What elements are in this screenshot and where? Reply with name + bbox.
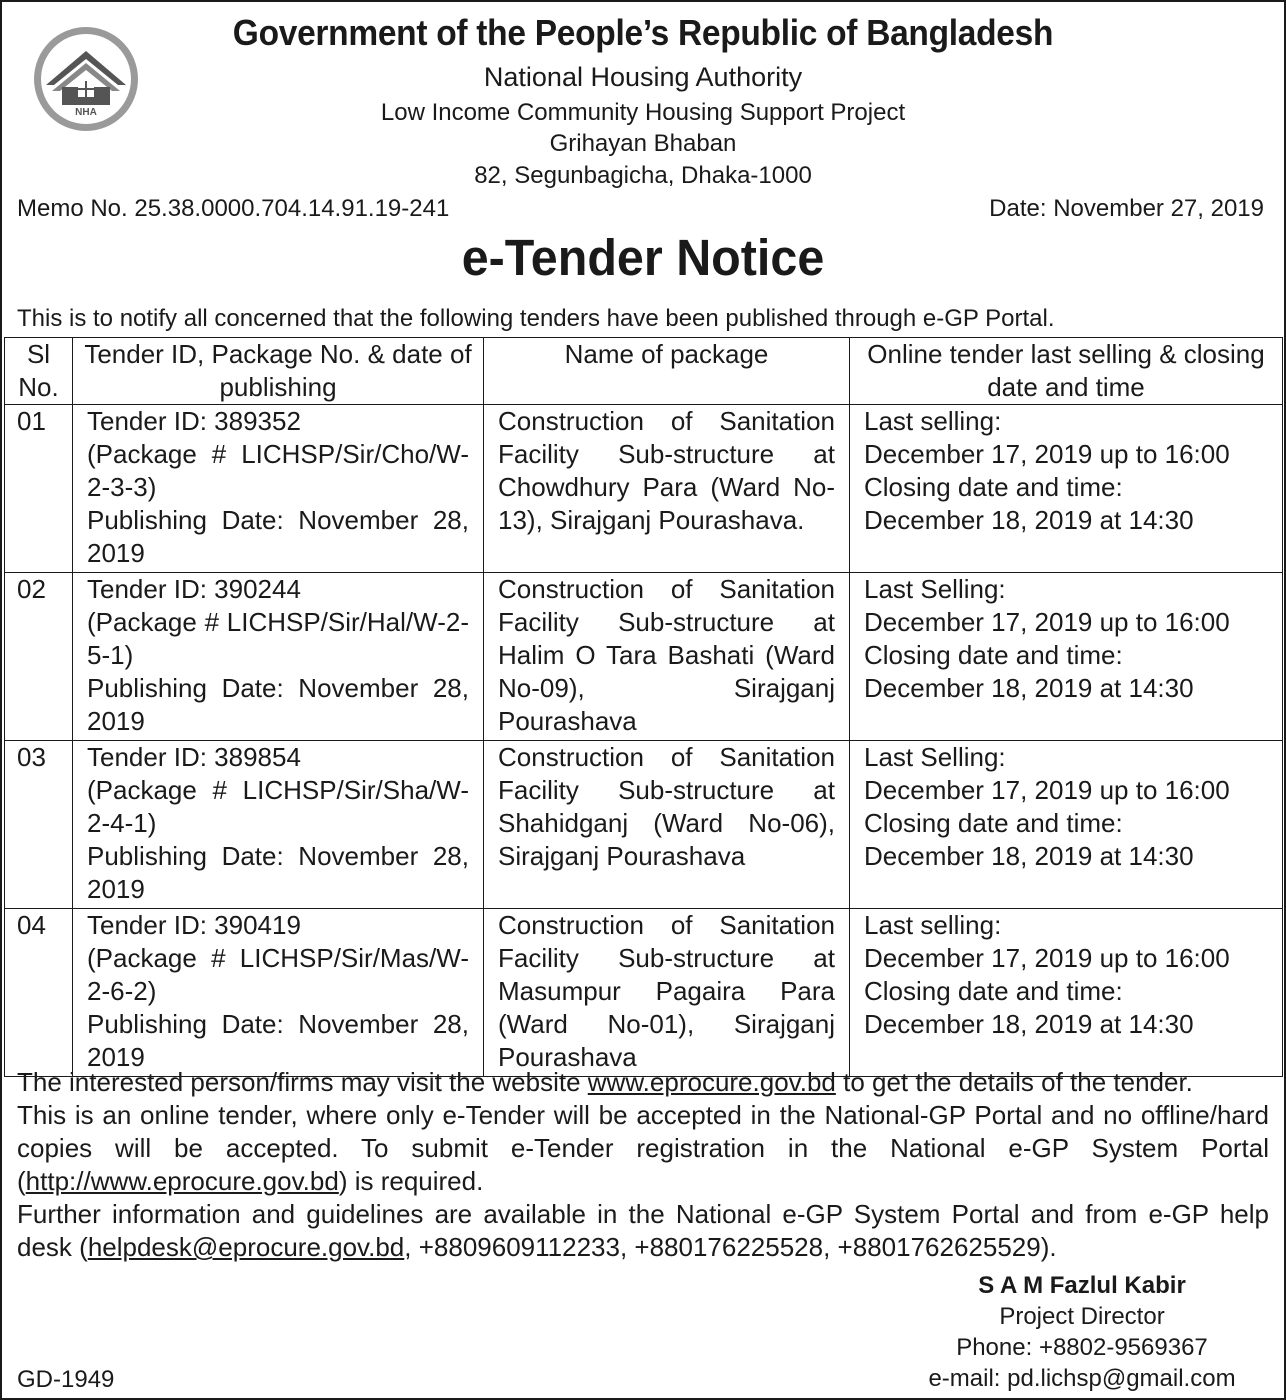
row-sl: 04 <box>5 909 73 1077</box>
tender-id: Tender ID: 390419 <box>87 910 301 940</box>
online-tender-note-pre: This is an online tender, where only e-Tender will be accepted in the National-GP Portal and no offline/hard copies will be accepted. To submit e-Tender registration in the National e-GP System Portal ( <box>17 1100 1269 1196</box>
package-number: (Package # LICHSP/Sir/Cho/W-2-3-3) <box>87 439 469 502</box>
last-selling-value: December 17, 2019 up to 16:00 <box>864 439 1230 469</box>
helpdesk-email-link[interactable]: helpdesk@eprocure.gov.bd <box>87 1232 405 1262</box>
package-number: (Package # LICHSP/Sir/Hal/W-2-5-1) <box>87 607 469 670</box>
header-sl: Sl No. <box>5 338 73 405</box>
row-sl: 03 <box>5 741 73 909</box>
notice-heading: e-Tender Notice <box>461 229 825 286</box>
last-selling-label: Last selling: <box>864 910 1002 940</box>
eprocure-link[interactable]: www.eprocure.gov.bd <box>587 1067 836 1097</box>
table-row <box>5 909 1283 1077</box>
row-dates-cell <box>850 741 1283 909</box>
signatory-title: Project Director <box>999 1303 1165 1330</box>
tender-id: Tender ID: 389854 <box>87 742 301 772</box>
row-tender-cell <box>73 909 484 1077</box>
last-selling-label: Last Selling: <box>864 574 1006 604</box>
header-package-name: Name of package <box>484 338 850 405</box>
gd-number: GD-1949 <box>17 1366 115 1393</box>
last-selling-value: December 17, 2019 up to 16:00 <box>864 943 1230 973</box>
tender-table <box>4 337 1283 1077</box>
tender-id: Tender ID: 390244 <box>87 574 301 604</box>
footer-notes <box>17 1066 1269 1264</box>
closing-value: December 18, 2019 at 14:30 <box>864 505 1194 535</box>
tender-id: Tender ID: 389352 <box>87 406 301 436</box>
row-tender-cell <box>73 573 484 741</box>
row-dates-cell <box>850 573 1283 741</box>
online-tender-note <box>17 1099 1269 1198</box>
signature-block <box>900 1270 1264 1394</box>
header-dates: Online tender last selling & closing date and time <box>850 338 1283 405</box>
row-sl: 02 <box>5 573 73 741</box>
intro-text: This is to notify all concerned that the following tenders have been published through e-GP Portal. <box>17 305 1055 332</box>
closing-value: December 18, 2019 at 14:30 <box>864 673 1194 703</box>
header-tender-id: Tender ID, Package No. & date of publishing <box>73 338 484 405</box>
last-selling-value: December 17, 2019 up to 16:00 <box>864 607 1230 637</box>
row-sl: 01 <box>5 405 73 573</box>
website-note-pre: The interested person/firms may visit the website <box>17 1067 588 1097</box>
closing-label: Closing date and time: <box>864 472 1123 502</box>
publishing-date: Publishing Date: November 28, 2019 <box>87 505 469 568</box>
nha-logo <box>32 25 140 133</box>
memo-number: Memo No. 25.38.0000.704.14.91.19-241 <box>17 195 450 222</box>
package-name: Construction of Sanitation Facility Sub-structure at Masumpur Pagaira Para (Ward No-01), Sirajganj Pourashava <box>484 909 850 1077</box>
building-name: Grihayan Bhaban <box>549 130 737 157</box>
notice-date: Date: November 27, 2019 <box>989 195 1264 222</box>
logo-text: NHA <box>75 107 97 118</box>
row-dates-cell <box>850 909 1283 1077</box>
helpdesk-note-pre: Further information and guidelines are available in the National e-GP System Portal and from e-GP help desk ( <box>17 1199 1269 1262</box>
last-selling-value: December 17, 2019 up to 16:00 <box>864 775 1230 805</box>
package-name: Construction of Sanitation Facility Sub-structure at Shahidganj (Ward No-06), Sirajganj Pourashava <box>484 741 850 909</box>
project-name: Low Income Community Housing Support Project <box>380 99 906 126</box>
closing-value: December 18, 2019 at 14:30 <box>864 841 1194 871</box>
closing-label: Closing date and time: <box>864 976 1123 1006</box>
closing-value: December 18, 2019 at 14:30 <box>864 1009 1194 1039</box>
last-selling-label: Last selling: <box>864 406 1002 436</box>
authority-name: National Housing Authority <box>483 62 803 92</box>
online-tender-note-post: ) is required. <box>338 1166 484 1196</box>
package-name: Construction of Sanitation Facility Sub-structure at Halim O Tara Bashati (Ward No-09), Sirajganj Pourashava <box>484 573 850 741</box>
signatory-email: e-mail: pd.lichsp@gmail.com <box>928 1365 1236 1392</box>
helpdesk-note-post: , +8809609112233, +880176225528, +8801762625529). <box>404 1232 1057 1262</box>
signatory-name: S A M Fazlul Kabir <box>978 1272 1186 1299</box>
publishing-date: Publishing Date: November 28, 2019 <box>87 1009 469 1072</box>
publishing-date: Publishing Date: November 28, 2019 <box>87 841 469 904</box>
address: 82, Segunbagicha, Dhaka-1000 <box>474 162 812 189</box>
website-note <box>17 1066 1269 1099</box>
row-dates-cell <box>850 405 1283 573</box>
helpdesk-note <box>17 1198 1269 1264</box>
publishing-date: Publishing Date: November 28, 2019 <box>87 673 469 736</box>
signatory-phone: Phone: +8802-9569367 <box>956 1334 1208 1361</box>
package-number: (Package # LICHSP/Sir/Sha/W-2-4-1) <box>87 775 469 838</box>
package-name: Construction of Sanitation Facility Sub-structure at Chowdhury Para (Ward No-13), Sirajganj Pourashava. <box>484 405 850 573</box>
website-note-post: to get the details of the tender. <box>835 1067 1193 1097</box>
last-selling-label: Last Selling: <box>864 742 1006 772</box>
row-tender-cell <box>73 405 484 573</box>
row-tender-cell <box>73 741 484 909</box>
table-row <box>5 741 1283 909</box>
table-row <box>5 573 1283 741</box>
closing-label: Closing date and time: <box>864 640 1123 670</box>
table-row <box>5 405 1283 573</box>
package-number: (Package # LICHSP/Sir/Mas/W-2-6-2) <box>87 943 469 1006</box>
page-title: Government of the People’s Republic of Bangladesh <box>232 12 1054 53</box>
eprocure-url-link[interactable]: http://www.eprocure.gov.bd <box>25 1166 339 1196</box>
closing-label: Closing date and time: <box>864 808 1123 838</box>
table-header-row <box>5 338 1283 405</box>
